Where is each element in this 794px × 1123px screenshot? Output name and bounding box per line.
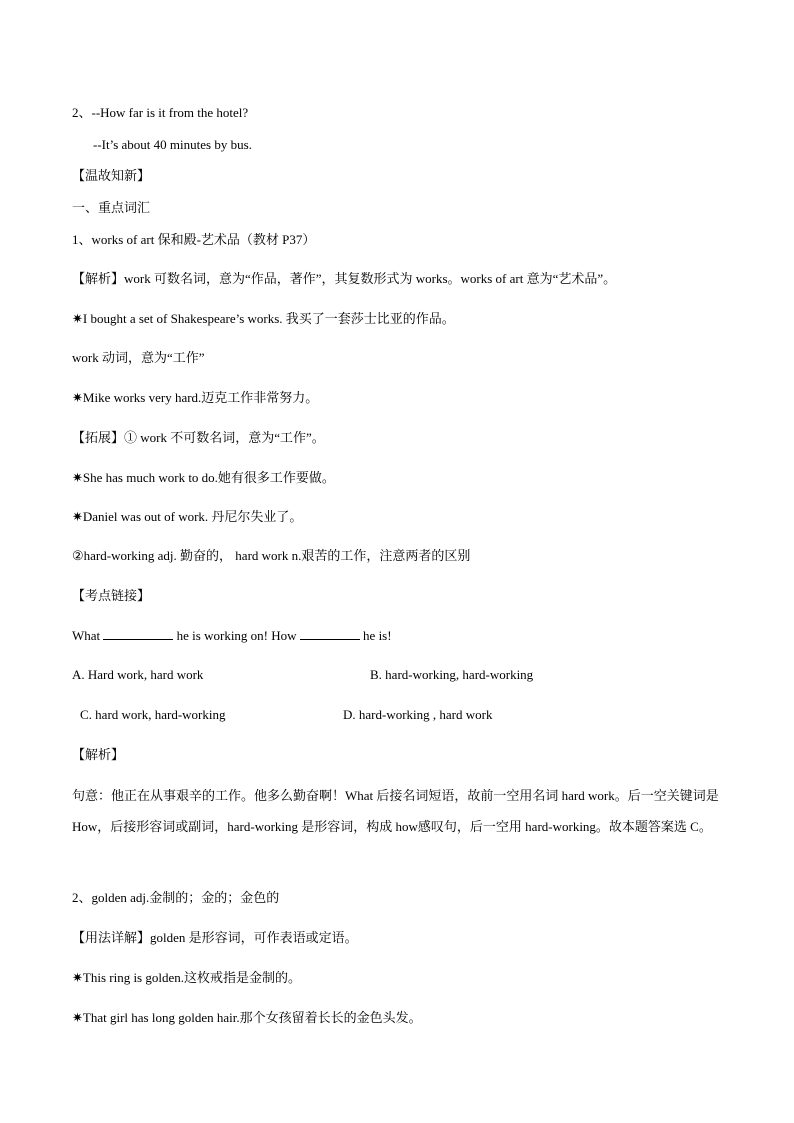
example-daniel: ✷Daniel was out of work. 丹尼尔失业了。 [72,509,303,524]
section-heading-review: 【温故知新】 [72,168,151,183]
hard-working-note: ②hard-working adj. 勤奋的， hard work n.艰苦的工作，注意两者的区别 [72,548,471,563]
analysis-explanation: 句意：他正在从事艰辛的工作。他多么勤奋啊！What 后接名词短语，故前一空用名词 hard work。后一空关键词是 How，后接形容词或副词，hard-working 是形容词，构成 how感叹句，后一空用 hard-working。故本题答案选 C。 [72,788,719,834]
analysis-heading: 【解析】 [72,747,125,762]
dialogue-question: 2、--How far is it from the hotel? [72,105,249,120]
extension-work-uncountable: 【拓展】① work 不可数名词，意为“工作”。 [72,430,325,445]
example-girl: ✷That girl has long golden hair.那个女孩留着长长的金色头发。 [72,1010,422,1025]
usage-golden: 【用法详解】golden 是形容词，可作表语或定语。 [72,930,358,945]
section-heading-vocab: 一、重点词汇 [72,200,151,215]
exam-question [72,627,734,645]
example-she: ✷She has much work to do.她有很多工作要做。 [72,470,335,485]
question-what: What [72,628,101,643]
question-mid: he is working on! How [176,628,297,643]
work-verb-note: work 动词，意为“工作” [72,350,205,365]
option-b: B. hard-working, hard-working [370,667,534,682]
analysis-works: 【解析】work 可数名词，意为“作品，著作”，其复数形式为 works。works of art 意为“艺术品”。 [72,271,617,286]
example-mike: ✷Mike works very hard.迈克工作非常努力。 [72,390,319,405]
answer-blank-2 [300,627,360,640]
option-a: A. Hard work, hard work [72,667,204,682]
vocab-item-1-title: 1、works of art 保和殿-艺术品（教材 P37） [72,232,316,247]
section-heading-exam-link: 【考点链接】 [72,588,151,603]
option-d: D. hard-working , hard work [343,707,493,722]
dialogue-answer: --It’s about 40 minutes by bus. [93,137,252,152]
example-ring: ✷This ring is golden.这枚戒指是金制的。 [72,970,301,985]
example-shakespeare: ✷I bought a set of Shakespeare’s works. 我买了一套莎士比亚的作品。 [72,311,455,326]
option-c: C. hard work, hard-working [80,707,226,722]
question-end: he is! [363,628,392,643]
answer-blank-1 [103,627,173,640]
vocab-item-2-title: 2、golden adj.金制的；金的；金色的 [72,890,280,905]
